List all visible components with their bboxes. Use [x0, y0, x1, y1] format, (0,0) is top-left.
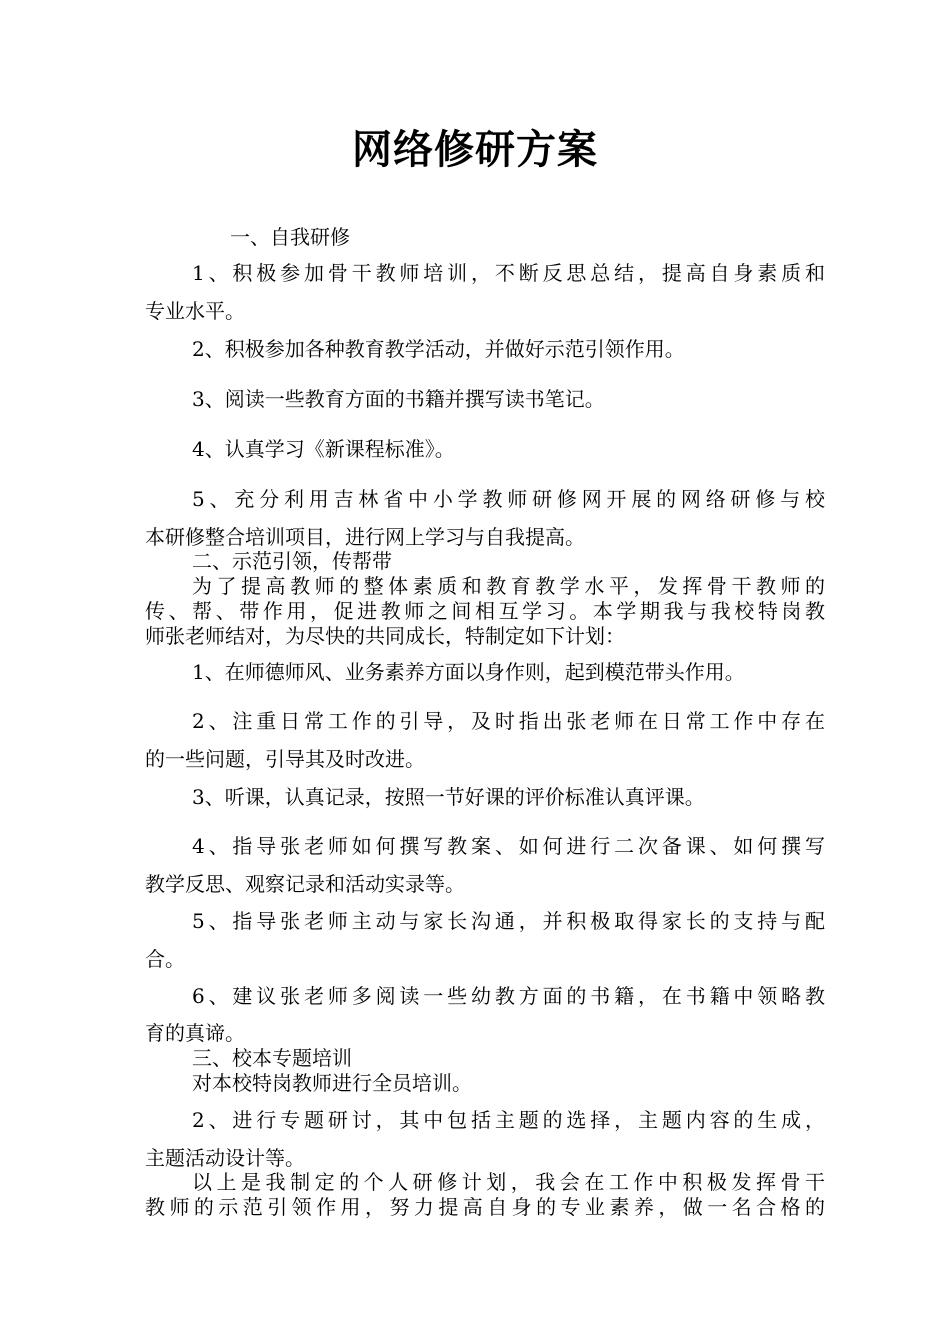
paragraph-line: 对本校特岗教师进行全员培训。: [192, 1071, 472, 1095]
paragraph-line: 1、积极参加骨干教师培训，不断反思总结，提高自身素质和: [192, 261, 825, 285]
paragraph-line: 3、听课，认真记录，按照一节好课的评价标准认真评课。: [192, 785, 705, 809]
paragraph-line: 1、在师德师风、业务素养方面以身作则，起到模范带头作用。: [192, 660, 745, 684]
paragraph-line: 6、建议张老师多阅读一些幼教方面的书籍，在书籍中领略教: [192, 984, 825, 1008]
paragraph-line: 5、充分利用吉林省中小学教师研修网开展的网络研修与校: [192, 487, 825, 511]
paragraph-line: 主题活动设计等。: [145, 1146, 305, 1170]
paragraph-line: 3、阅读一些教育方面的书籍并撰写读书笔记。: [192, 387, 605, 411]
paragraph-line: 2、进行专题研讨，其中包括主题的选择，主题内容的生成，: [192, 1108, 825, 1132]
section-heading-2: 二、示范引领，传帮带: [192, 549, 392, 573]
paragraph-line: 5、指导张老师主动与家长沟通，并积极取得家长的支持与配: [192, 909, 825, 933]
paragraph-line: 2、积极参加各种教育教学活动，并做好示范引领作用。: [192, 337, 685, 361]
paragraph-line: 教师的示范引领作用，努力提高自身的专业素养，做一名合格的: [145, 1195, 825, 1219]
paragraph-line: 育的真谛。: [145, 1021, 245, 1045]
paragraph-line: 传、帮、带作用，促进教师之间相互学习。本学期我与我校特岗教: [145, 599, 825, 623]
paragraph-line: 专业水平。: [145, 299, 245, 323]
paragraph-line: 教学反思、观察记录和活动实录等。: [145, 872, 465, 896]
section-heading-3: 三、校本专题培训: [192, 1046, 352, 1070]
section-heading-1: 一、自我研修: [230, 225, 350, 249]
paragraph-line: 的一些问题，引导其及时改进。: [145, 747, 425, 771]
paragraph-line: 4、认真学习《新课程标准》。: [192, 437, 455, 461]
document-title: 网络修研方案: [352, 126, 598, 173]
paragraph-line: 为了提高教师的整体素质和教育教学水平，发挥骨干教师的: [192, 574, 825, 598]
paragraph-line: 合。: [145, 947, 185, 971]
paragraph-line: 本研修整合培训项目，进行网上学习与自我提高。: [145, 525, 585, 549]
paragraph-line: 4、指导张老师如何撰写教案、如何进行二次备课、如何撰写: [192, 834, 825, 858]
paragraph-line: 师张老师结对，为尽快的共同成长，特制定如下计划：: [145, 624, 625, 648]
paragraph-line: 2、注重日常工作的引导，及时指出张老师在日常工作中存在: [192, 709, 825, 733]
paragraph-line: 以上是我制定的个人研修计划，我会在工作中积极发挥骨干: [192, 1170, 825, 1194]
